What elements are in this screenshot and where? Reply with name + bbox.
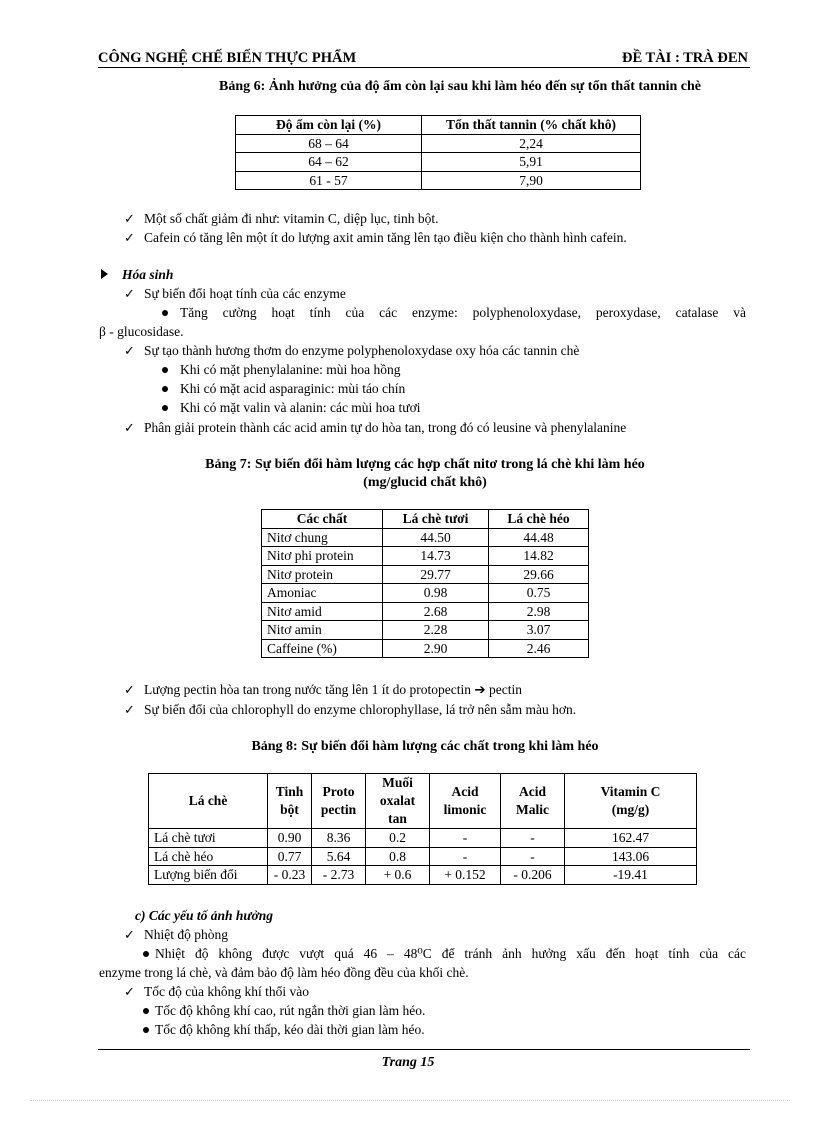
table-cell: Nitơ phi protein [262,547,383,566]
list-item: ✓ Một số chất giảm đi như: vitamin C, diệp lục, tinh bột. [124,211,439,227]
table6-header: Độ ẩm còn lại (%) [236,116,422,135]
section-heading: Hóa sinh [101,266,173,284]
list-item-continuation: enzyme trong lá chè, và đảm bảo độ làm héo đồng đều của khối chè. [99,965,469,980]
table8-header: Muối oxalat tan [366,774,430,829]
bullet-icon [162,310,168,316]
table8-caption: Bảng 8: Sự biến đổi hàm lượng các chất trong khi làm héo [251,739,599,754]
table-cell: 143.06 [565,847,697,866]
table-cell: Lá chè tươi [149,829,268,848]
list-item: Tăng cường hoạt tính của các enzyme: polyphenoloxydase, peroxydase, catalase và [162,304,746,322]
table-cell: 0.90 [268,829,312,848]
table-row [262,565,589,584]
list-item: Khi có mặt phenylalanine: mùi hoa hồng [162,361,400,379]
table7-caption-unit: (mg/glucid chất khô) [363,475,487,490]
table-cell: 64 – 62 [236,153,422,172]
table-cell: Lượng biến đổi [149,866,268,885]
table-cell: Nitơ chung [262,528,383,547]
bullet-icon [143,951,149,957]
table-row [236,153,641,172]
table-row [262,584,589,603]
table-row [236,171,641,190]
header-left: CÔNG NGHỆ CHẾ BIẾN THỰC PHẨM [98,50,357,66]
table7 [261,509,589,658]
list-item: ✓ Cafein có tăng lên một ít do lượng axit amin tăng lên tạo điều kiện cho thành hình cafein. [124,230,627,246]
table-cell: Nitơ amid [262,602,383,621]
table-cell: 2,24 [422,134,641,153]
table-row [262,547,589,566]
page-boundary [30,1100,790,1101]
table6-header: Tổn thất tannin (% chất khô) [422,116,641,135]
table-row [149,847,697,866]
table-cell: - 0.206 [501,866,565,885]
table-row [262,602,589,621]
table7-caption: Bảng 7: Sự biến đổi hàm lượng các hợp chất nitơ trong lá chè khi làm héo [205,457,645,472]
bullet-icon [143,1008,149,1014]
table-cell: 44.50 [383,528,489,547]
table8-header: Lá chè [149,774,268,829]
table8 [148,773,697,885]
list-item: Khi có mặt valin và alanin: các mùi hoa tươi [162,399,421,417]
check-icon: ✓ [124,985,135,1000]
table-cell: 14.82 [489,547,589,566]
list-item: ✓ Sự biến đổi hoạt tính của các enzyme [124,286,346,302]
table-cell: 29.77 [383,565,489,584]
table-cell: 61 - 57 [236,171,422,190]
list-item: ✓ Nhiệt độ phòng [124,927,228,943]
page-number: Trang 15 [381,1055,435,1070]
table8-header: Proto pectin [312,774,366,829]
bullet-icon [162,367,168,373]
table-cell: 14.73 [383,547,489,566]
table-cell: - [501,829,565,848]
list-item: Nhiệt độ không được vượt quá 46 – 48⁰C để tránh ảnh hưởng xấu đến hoạt tính của các [143,945,746,963]
table-cell: 8.36 [312,829,366,848]
table8-header: Vitamin C (mg/g) [565,774,697,829]
table-cell: Caffeine (%) [262,639,383,658]
table7-header: Lá chè héo [489,510,589,529]
table-row [236,134,641,153]
footer-rule [98,1049,750,1050]
check-icon: ✓ [124,928,135,943]
table-cell: - [430,829,501,848]
check-icon: ✓ [124,231,135,246]
check-icon: ✓ [124,683,135,698]
check-icon: ✓ [124,212,135,227]
header-rule [98,67,750,68]
table-cell: 5.64 [312,847,366,866]
table-cell: 5,91 [422,153,641,172]
table-cell: Nitơ amin [262,621,383,640]
check-icon: ✓ [124,344,135,359]
list-item: ✓ Sự biến đổi của chlorophyll do enzyme chlorophyllase, lá trở nên sẫm màu hơn. [124,702,577,718]
table-cell: 0.2 [366,829,430,848]
table-cell: 2.46 [489,639,589,658]
table-cell: Lá chè héo [149,847,268,866]
list-item: ✓ Lượng pectin hòa tan trong nước tăng lên 1 ít do protopectin ➔ pectin [124,682,523,698]
table-cell: - [430,847,501,866]
table-cell: + 0.6 [366,866,430,885]
list-item: ✓ Sự tạo thành hương thơm do enzyme polyphenoloxydase oxy hóa các tannin chè [124,343,580,359]
triangle-bullet-icon [101,269,108,279]
header-right: ĐỀ TÀI : TRÀ ĐEN [622,50,748,66]
bullet-icon [162,386,168,392]
table-cell: 0.8 [366,847,430,866]
arrow-right-icon: ➔ [474,682,486,698]
table-cell: -19.41 [565,866,697,885]
table-cell: 2.28 [383,621,489,640]
bullet-icon [143,1027,149,1033]
check-icon: ✓ [124,287,135,302]
table-row [262,528,589,547]
table-cell: - 2.73 [312,866,366,885]
table6 [235,115,641,190]
section-heading: c) Các yếu tố ảnh hưởng [135,908,273,923]
table-row [149,829,697,848]
table-cell: Nitơ protein [262,565,383,584]
check-icon: ✓ [124,703,135,718]
table-cell: 0.75 [489,584,589,603]
table-cell: - 0.23 [268,866,312,885]
table-cell: 29.66 [489,565,589,584]
table-cell: 2.68 [383,602,489,621]
list-item: Khi có mặt acid asparaginic: mùi táo chín [162,380,405,398]
list-item: ✓ Tốc độ của không khí thổi vào [124,984,309,1000]
list-item-continuation: β - glucosidase. [99,324,184,339]
table8-header: Acid Malic [501,774,565,829]
table-cell: 7,90 [422,171,641,190]
table-cell: Amoniac [262,584,383,603]
check-icon: ✓ [124,421,135,436]
table-cell: 0.98 [383,584,489,603]
bullet-icon [162,405,168,411]
table-row [262,621,589,640]
table7-header: Các chất [262,510,383,529]
table-cell: 3.07 [489,621,589,640]
table-row [149,866,697,885]
table-cell: 2.90 [383,639,489,658]
table-cell: 68 – 64 [236,134,422,153]
table-cell: 2.98 [489,602,589,621]
table-cell: 44.48 [489,528,589,547]
table-row [262,639,589,658]
table8-header: Tinh bột [268,774,312,829]
list-item: Tốc độ không khí thấp, kéo dài thời gian làm héo. [143,1021,425,1039]
table-cell: + 0.152 [430,866,501,885]
table7-header: Lá chè tươi [383,510,489,529]
list-item: Tốc độ không khí cao, rút ngắn thời gian làm héo. [143,1002,425,1020]
table-cell: 0.77 [268,847,312,866]
list-item: ✓ Phân giải protein thành các acid amin tự do hòa tan, trong đó có leusine và phenylalanine [124,420,627,436]
table-cell: 162.47 [565,829,697,848]
table6-caption: Bảng 6: Ảnh hưởng của độ ẩm còn lại sau khi làm héo đến sự tổn thất tannin chè [219,79,701,94]
table8-header: Acid limonic [430,774,501,829]
table-cell: - [501,847,565,866]
